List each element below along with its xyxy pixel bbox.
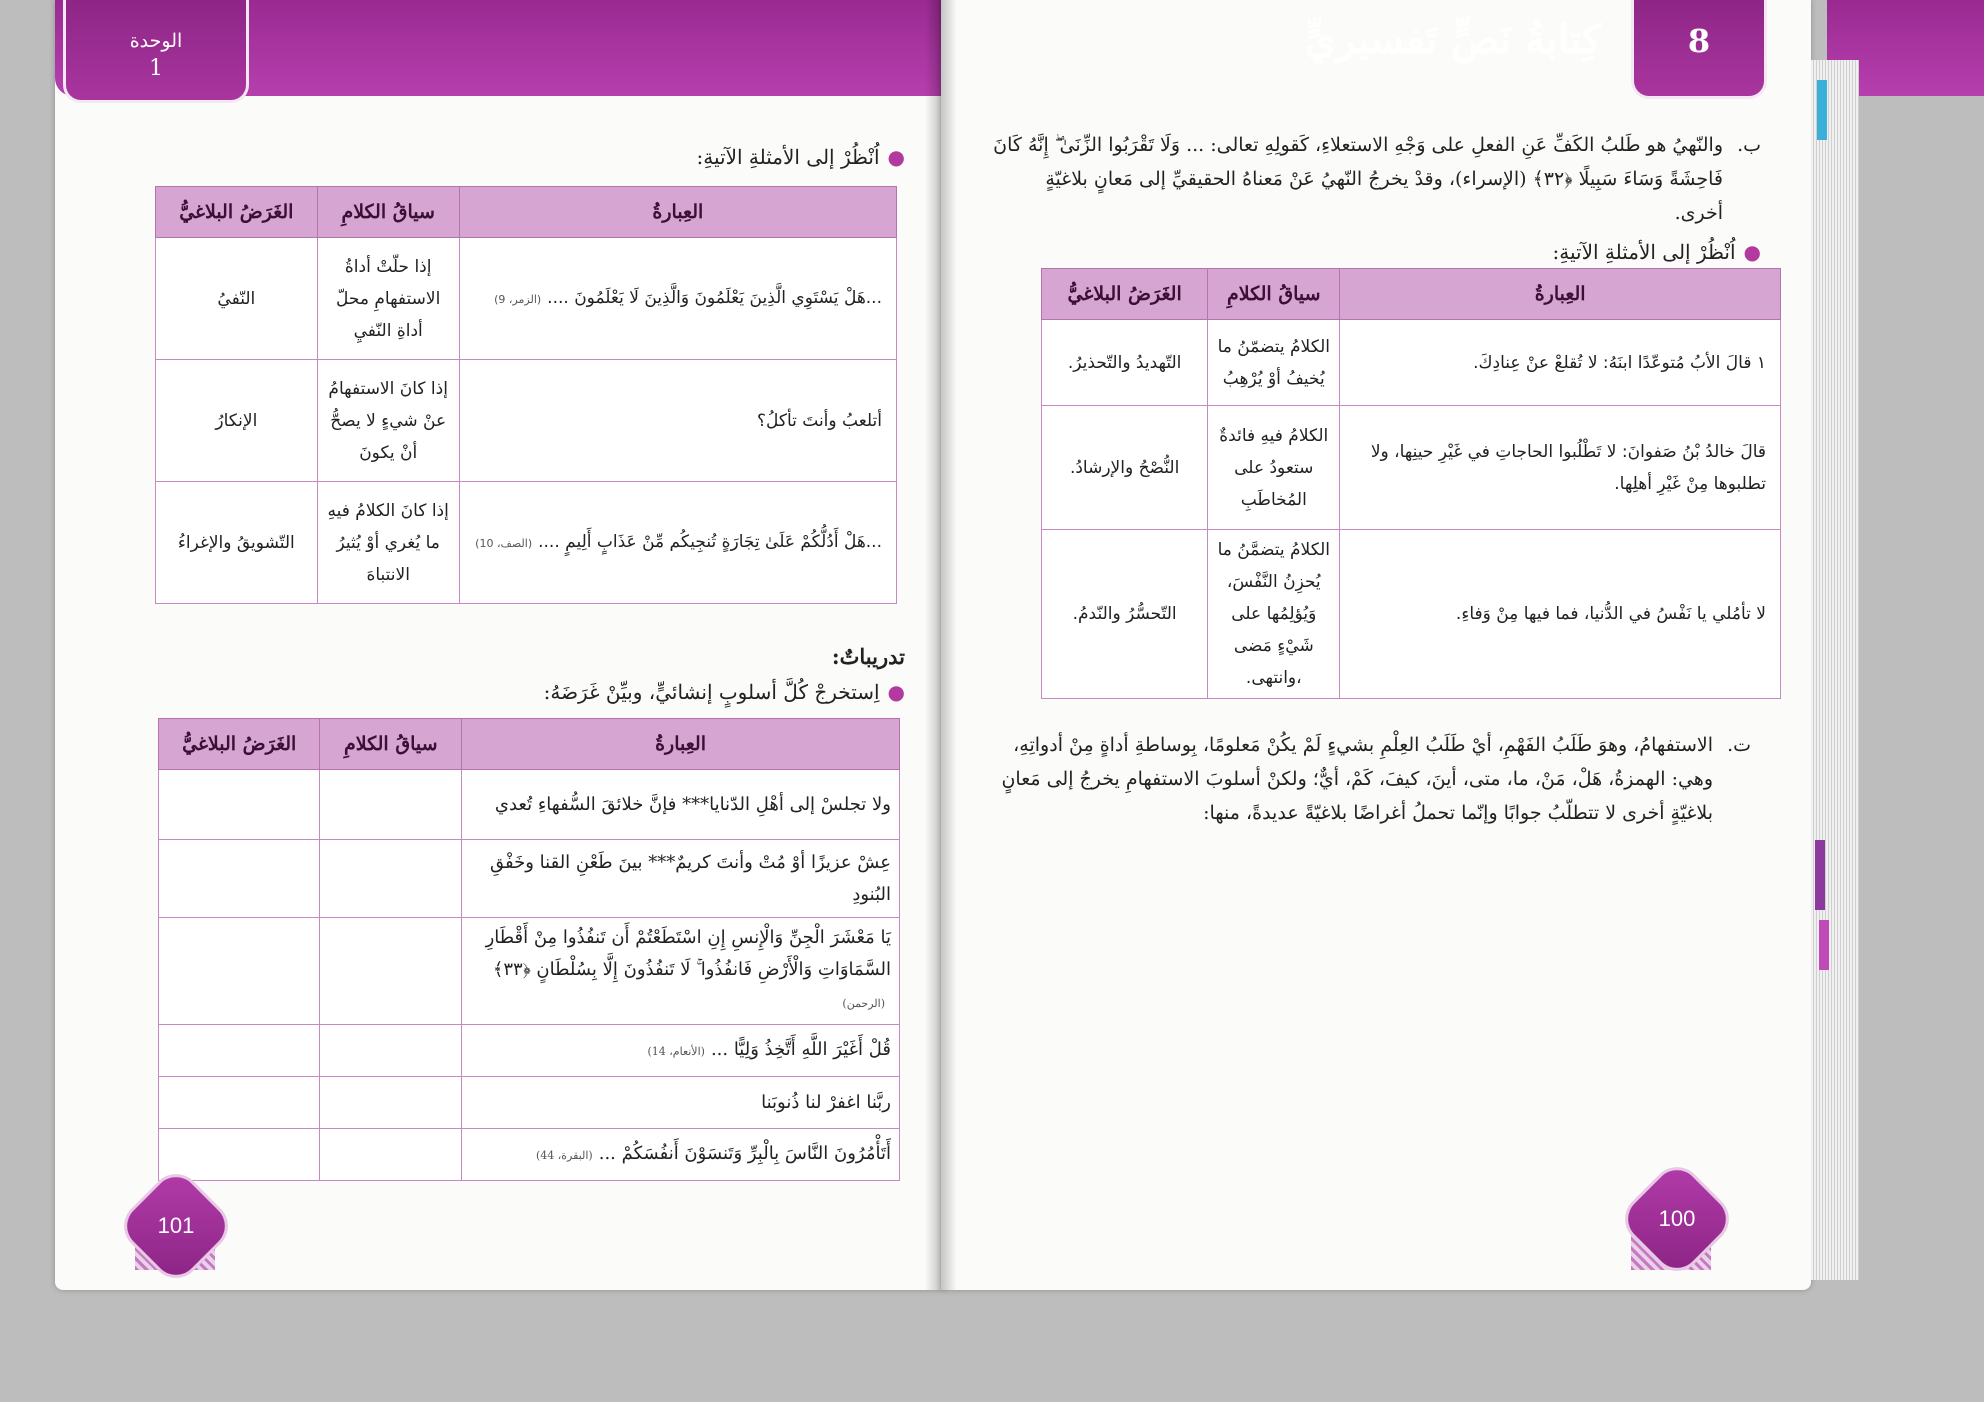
col-header-phrase: العِبارةُ [1340,269,1781,320]
table-row [156,482,897,604]
paragraph-b-text: والنّهيُ هو طَلبُ الكَفِّ عَنِ الفعلِ على وَجْهِ الاستعلاءِ، كَقولِهِ تعالى: ... وَلَا تَقْرَبُوا الزِّنَىٰ ۖ إِنَّهُ كَانَ فَاحِشَةً وَسَاءَ سَبِيلًا ﴿٣٢﴾ (الإسراء)، وقدْ يخرجُ النّهيُ عَنْ مَعناهُ الحقيقيِّ إلى مَعانٍ بلاغيّةٍ أخرى. [993,134,1723,224]
paragraph-t-label: ت. [1727,734,1751,756]
purpose-cell[interactable] [159,1129,320,1181]
edge-tab-blue [1817,80,1827,140]
lesson-title: كِتابةُ نَصٍّ تَفسيريٍّ [1304,16,1601,63]
context-cell[interactable] [320,1077,462,1129]
phrase-cell: قالَ خالدُ بْنُ صَفوانَ: لا تَطْلُبوا الحاجاتِ في غَيْرِ حينِها، ولا تطلبوها مِنْ غَيْرِ أهلِها. [1340,406,1781,530]
bullet-icon: ● [887,680,905,704]
phrase-text: ...هَلْ يَسْتَوِي الَّذِينَ يَعْلَمُونَ وَالَّذِينَ لَا يَعْلَمُونَ .... [547,287,882,308]
row-number: ١ [1756,352,1766,373]
edge-tab-pink [1819,920,1829,970]
table-row [156,360,897,482]
exercises-table [158,718,900,1181]
context-cell[interactable] [320,1129,462,1181]
examples-table-left [155,186,897,604]
right-intro [1553,240,1762,264]
lesson-number: 8 [1631,0,1767,99]
col-header-context: سياقُ الكلامِ [320,719,462,770]
purpose-cell: التّهديدُ والتّحذيرُ. [1042,320,1208,406]
phrase-cell: عِشْ عزيزًا أوْ مُتْ وأنتَ كريمٌ*** بينَ طَعْنِ القنا وخَفْقِ البُنودِ [462,840,900,918]
table-row [159,840,900,918]
phrase-cell [462,1129,900,1181]
verse-ref: (الصف، 10) [475,536,533,550]
phrase-text: قُلْ أَغَيْرَ اللَّهِ أَتَّخِذُ وَلِيًّا ... [710,1038,891,1060]
paragraph-b-label: ب. [1737,134,1761,156]
page-number-badge [118,1168,234,1284]
col-header-phrase: العِبارةُ [462,719,900,770]
context-cell[interactable] [320,840,462,918]
exercises-title: تدريباتٌ: [831,644,905,669]
context-cell[interactable] [320,770,462,840]
purpose-cell[interactable] [159,918,320,1025]
open-textbook [55,0,1845,1300]
context-cell: الكلامُ فيهِ فائدةٌ ستعودُ على المُخاطَبِ [1208,406,1340,530]
col-header-purpose: الغَرَضُ البلاغيُّ [159,719,320,770]
page-number-badge [1619,1161,1735,1277]
table-row [1042,320,1781,406]
purpose-cell[interactable] [159,1077,320,1129]
verse-ref: (الأنعام، 14) [647,1044,705,1058]
phrase-cell [1340,320,1781,406]
table-row [159,1077,900,1129]
phrase-cell: ربَّنا اغفرْ لنا ذُنوبَنا [462,1077,900,1129]
page-number: 101 [157,1213,195,1238]
examples-table-right [1041,268,1781,699]
verse-ref: (البقرة، 44) [535,1148,593,1162]
phrase-text: قالَ الأبُ مُتوعّدًا ابنَهُ: لا تُقلعْ عنْ عِنادِكَ. [1473,352,1752,373]
exercises-instruction-text: اِستخرجْ كُلَّ أسلوبٍ إنشائيٍّ، وبيِّنْ غَرَضَهُ: [543,680,880,704]
paragraph-t [991,728,1751,830]
phrase-cell [459,482,896,604]
edge-tab-purple [1815,840,1825,910]
bullet-icon: ● [887,145,905,169]
exercises-instruction [544,680,905,704]
verse-ref: (الزمر، 9) [494,292,542,306]
right-intro-text: اُنْظُرْ إلى الأمثلةِ الآتيةِ: [1552,240,1736,264]
page-edges [1811,60,1859,1280]
purpose-cell[interactable] [159,840,320,918]
left-intro-text: اُنْظُرْ إلى الأمثلةِ الآتيةِ: [696,145,880,169]
context-cell: إذا حلّتْ أداةُ الاستفهامِ محلّ أداةِ النّفيِ [317,238,459,360]
unit-number: 1 [149,56,163,81]
col-header-context: سياقُ الكلامِ [1208,269,1340,320]
phrase-text: أتلعبُ وأنتَ تأكلُ؟ [756,410,882,431]
purpose-cell: النّفيُ [156,238,318,360]
phrase-cell: لا تأمُلي يا نَفْسُ في الدُّنيا، فما فيها مِنْ وَفاءِ. [1340,530,1781,699]
book-gutter [925,0,957,1290]
left-page [55,0,945,1290]
unit-label: الوحدة [129,30,183,52]
phrase-text: يَا مَعْشَرَ الْجِنِّ وَالْإِنسِ إِنِ اسْتَطَعْتُمْ أَن تَنفُذُوا مِنْ أَقْطَارِ السَّمَاوَاتِ وَالْأَرْضِ فَانفُذُوا ۚ لَا تَنفُذُونَ إِلَّا بِسُلْطَانٍ ﴿٣٣﴾ [485,927,891,980]
bullet-icon: ● [1743,240,1761,264]
verse-ref: (الرحمن) [842,997,885,1010]
table-row [159,1025,900,1077]
table-row [159,918,900,1025]
paragraph-t-text: الاستفهامُ، وهوَ طَلَبُ الفَهْمِ، أيْ طَلَبُ العِلْمِ بشيءٍ لَمْ يكُنْ مَعلومًا، بِوساطةِ أداةٍ مِنْ أدواتِهِ، وهي: الهمزةُ، هَلْ، مَنْ، ما، متى، أينَ، كيفَ، كَمْ، أيٌّ؛ ولكنْ أسلوبَ الاستفهامِ يخرجُ إلى مَعانٍ بلاغيّةٍ أخرى لا تتطلّبُ جوابًا وإنّما تحملُ أغراضًا بلاغيّةً عديدةً، منها: [1001,734,1713,824]
purpose-cell: الإنكارُ [156,360,318,482]
phrase-cell [462,1025,900,1077]
table-row [159,1129,900,1181]
phrase-cell [459,238,896,360]
context-cell[interactable] [320,1025,462,1077]
phrase-cell [459,360,896,482]
context-cell: إذا كانَ الكلامُ فيهِ ما يُغري أوْ يُثيرُ الانتباهَ [317,482,459,604]
col-header-context: سياقُ الكلامِ [317,187,459,238]
page-number: 100 [1658,1206,1696,1231]
table-row [156,238,897,360]
table-row [1042,406,1781,530]
phrase-text: ...هَلْ أَدُلُّكُمْ عَلَىٰ تِجَارَةٍ تُنجِيكُم مِّنْ عَذَابٍ أَلِيمٍ .... [538,531,882,552]
right-page [941,0,1811,1290]
context-cell: الكلامُ يتضمّنُ ما يُخيفُ أوْ يُرْهِبُ [1208,320,1340,406]
purpose-cell[interactable] [159,770,320,840]
col-header-purpose: الغَرَضُ البلاغيُّ [156,187,318,238]
phrase-cell: ولا تجلسْ إلى أهْلِ الدّنايا*** فإنَّ خلائقَ السُّفهاءِ تُعدي [462,770,900,840]
col-header-phrase: العِبارةُ [459,187,896,238]
purpose-cell: النُّصْحُ والإرشادُ. [1042,406,1208,530]
table-row [1042,530,1781,699]
context-cell[interactable] [320,918,462,1025]
col-header-purpose: الغَرَضُ البلاغيُّ [1042,269,1208,320]
context-cell: إذا كانَ الاستفهامُ عنْ شيءٍ لا يصحُّ أنْ يكونَ [317,360,459,482]
unit-box [63,0,249,103]
table-row [159,770,900,840]
purpose-cell: التّشويقُ والإغراءُ [156,482,318,604]
purpose-cell: التّحسُّرُ والنّدمُ. [1042,530,1208,699]
purpose-cell[interactable] [159,1025,320,1077]
phrase-text: أَتَأْمُرُونَ النَّاسَ بِالْبِرِّ وَتَنسَوْنَ أَنفُسَكُمْ ... [598,1142,891,1164]
context-cell: الكلامُ يتضمَّنُ ما يُحزِنُ النَّفْسَ، وَيُؤلِمُها على شَيْءٍ مَضى ،وانتهى. [1208,530,1340,699]
phrase-cell [462,918,900,1025]
paragraph-b [991,128,1761,230]
left-intro [697,145,906,169]
